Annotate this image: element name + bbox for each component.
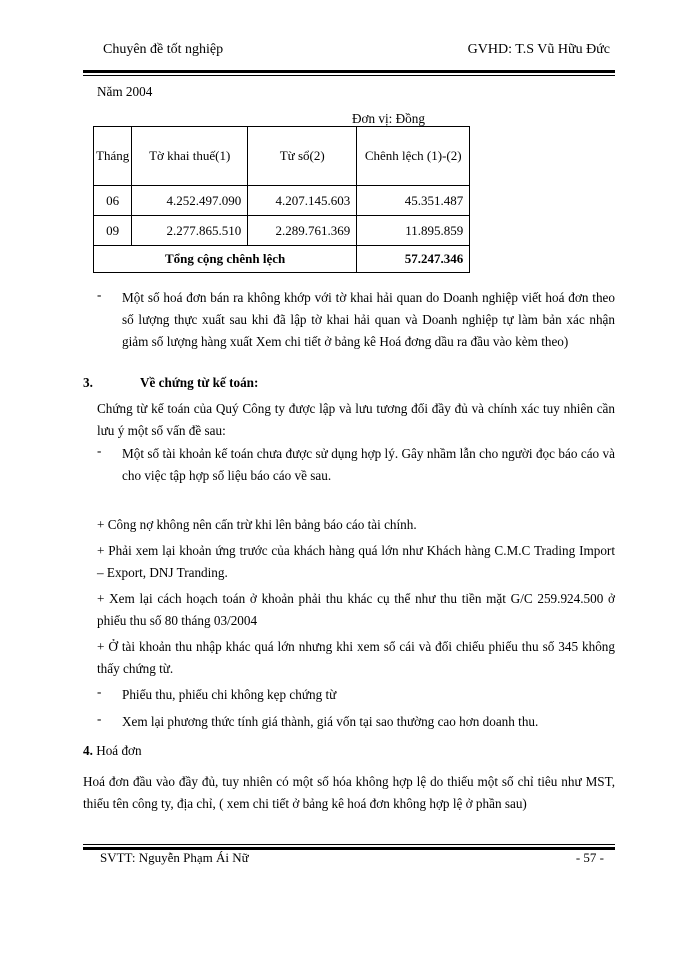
plus-advance: + Phải xem lại khoản ứng trước của khách hàng quá lớn như Khách hàng C.M.C Trading Import – Export, DNJ Tranding. (97, 543, 615, 580)
cell-ledger: 2.289.761.369 (248, 216, 357, 246)
unit-label: Đơn vị: Đồng (352, 111, 425, 126)
header-rule (83, 70, 615, 73)
header-ledger: Từ sổ(2) (248, 127, 357, 186)
section4-body: Hoá đơn đầu vào đầy đủ, tuy nhiên có một số hóa không hợp lệ do thiếu một số chỉ tiêu như MST, thiếu tên công ty, địa chỉ, ( xem chi tiết ở bảng kê hoá đơn không hợp lệ ở phần sau) (83, 774, 615, 811)
cell-ledger: 4.207.145.603 (248, 186, 357, 216)
header-supervisor: GVHD: T.S Vũ Hữu Đức (467, 42, 610, 57)
list-item (97, 443, 615, 487)
tax-difference-table (93, 126, 470, 273)
dash-marker: - (97, 711, 102, 726)
total-label: Tổng cộng chênh lệch (94, 246, 357, 273)
header-topic: Chuyên đề tốt nghiệp (103, 42, 224, 57)
table-row (94, 216, 470, 246)
cell-declaration: 4.252.497.090 (132, 186, 248, 216)
header-declaration: Tờ khai thuế(1) (132, 127, 248, 186)
cell-difference: 45.351.487 (357, 186, 470, 216)
dash-marker: - (97, 443, 102, 458)
invoice-bullet-text: Một số hoá đơn bán ra không khớp với tờ khai hải quan do Doanh nghiệp viết hoá đơn theo số lượng thực xuất sau khi đã lập tờ khai hải quan và Doanh nghiệp tự làm bản xác nhận giảm số lượng hàng xuất Xem chi tiết ở bảng kê Hoá đơng dầu ra đầu vào kèm theo) (122, 290, 615, 349)
invoice-bullet (97, 287, 615, 353)
header-rule-thin (83, 75, 615, 76)
section4-heading (83, 743, 142, 759)
cell-month: 09 (94, 216, 132, 246)
plus-debt: + Công nợ không nên cấn trừ khi lên bảng báo cáo tài chính. (97, 517, 417, 532)
table-total-row (94, 246, 470, 273)
section3-title: Về chứng từ kế toán: (140, 375, 259, 390)
section3-intro: Chứng từ kế toán của Quý Công ty được lập và lưu tương đối đầy đủ và chính xác tuy nhiên cần lưu ý một số vấn đề sau: (97, 401, 615, 438)
cell-declaration: 2.277.865.510 (132, 216, 248, 246)
section4-title: Hoá đơn (96, 743, 142, 758)
year-label: Năm 2004 (97, 84, 153, 99)
list-item (97, 684, 615, 706)
item-receipts: Phiếu thu, phiếu chi không kẹp chứng từ (122, 687, 337, 702)
plus-receivable: + Xem lại cách hoạch toán ở khoản phải thu khác cụ thể như thu tiền mặt G/C 259.924.500 ở phiếu thu số 80 tháng 03/2004 (97, 591, 615, 628)
cell-month: 06 (94, 186, 132, 216)
plus-income: + Ở tài khoản thu nhập khác quá lớn nhưng khi xem sổ cái và đối chiếu phiếu thu số 345 không thấy chứng từ. (97, 639, 615, 676)
section4-number: 4. (83, 743, 93, 758)
dash-marker: - (97, 684, 102, 699)
cell-difference: 11.895.859 (357, 216, 470, 246)
total-value: 57.247.346 (357, 246, 470, 273)
list-item (97, 711, 615, 733)
page-number: - 57 - (575, 850, 604, 865)
item-cost: Xem lại phương thức tính giá thành, giá vốn tại sao thường cao hơn doanh thu. (122, 714, 539, 729)
dash-marker: - (97, 287, 102, 302)
section3-number: 3. (83, 375, 93, 390)
header-month: Tháng (94, 127, 132, 186)
table-row (94, 186, 470, 216)
footer-rule-thin (83, 844, 615, 845)
table-header-row (94, 127, 470, 186)
footer-student: SVTT: Nguyễn Phạm Ái Nữ (100, 850, 249, 865)
header-difference: Chênh lệch (1)-(2) (357, 127, 470, 186)
item-accounts: Một số tài khoản kế toán chưa được sử dụng hợp lý. Gây nhầm lẫn cho người đọc báo cáo và cho việc tập hợp số liệu báo cáo về sau. (122, 446, 615, 483)
